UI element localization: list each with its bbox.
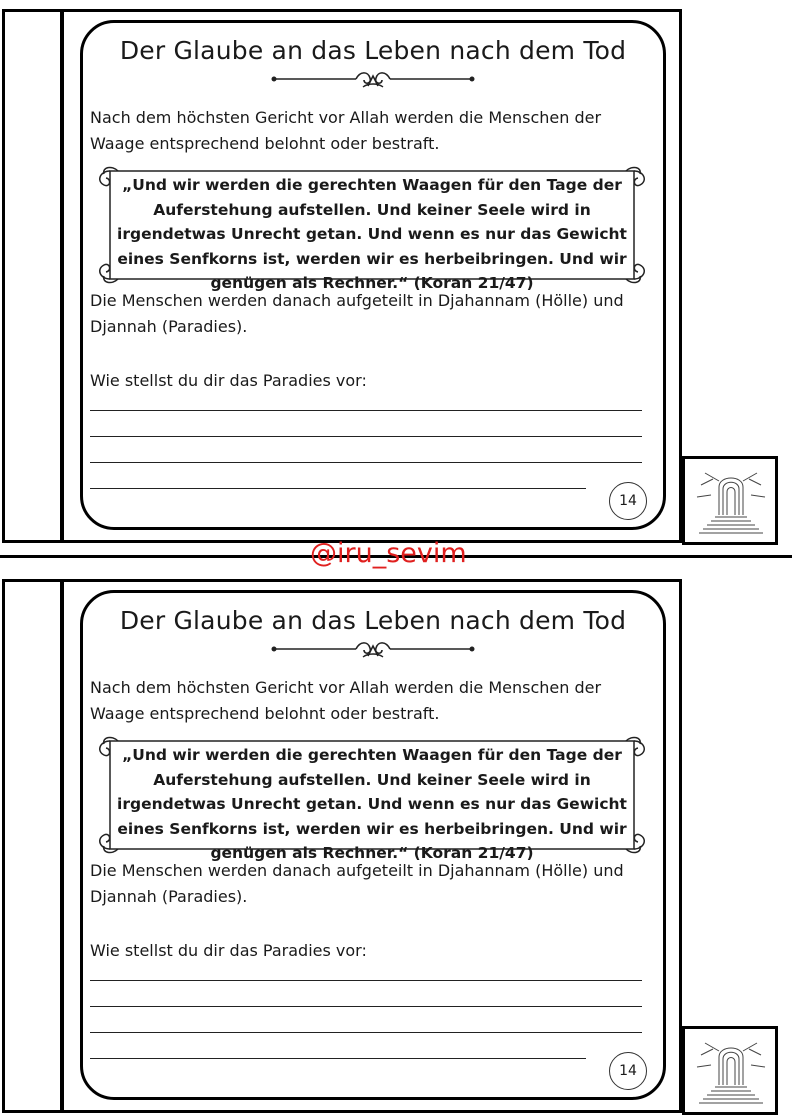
page-title: Der Glaube an das Leben nach dem Tod <box>119 36 627 65</box>
answer-line[interactable] <box>90 410 642 411</box>
gate-stairs-icon <box>691 1035 771 1107</box>
koran-quote: „Und wir werden die gerechten Waagen für den Tage der Auferstehung aufstellen. Und keiner Seele wird in irgendetwas Unrecht getan. Und wenn es nur das Gewicht eines Senfkorns ist, werden wir es herbeibringen. Und wir genügen als Rechner.“ (Koran 21/47) <box>117 746 627 862</box>
division-text: Die Menschen werden danach aufgeteilt in Djahannam (Hölle) und Djannah (Paradies). <box>90 291 624 336</box>
answer-line[interactable] <box>90 462 642 463</box>
answer-line[interactable] <box>90 980 642 981</box>
page-number: 14 <box>609 1052 647 1090</box>
question-text: Wie stellst du dir das Paradies vor: <box>90 371 367 390</box>
answer-line[interactable] <box>90 1058 586 1059</box>
page-title: Der Glaube an das Leben nach dem Tod <box>119 606 627 635</box>
ornament-divider-icon <box>268 68 478 90</box>
answer-line[interactable] <box>90 1006 642 1007</box>
question-text: Wie stellst du dir das Paradies vor: <box>90 941 367 960</box>
intro-text: Nach dem höchsten Gericht vor Allah werden die Menschen der Waage entsprechend belohnt oder bestraft. <box>90 678 602 723</box>
intro-text: Nach dem höchsten Gericht vor Allah werden die Menschen der Waage entsprechend belohnt oder bestraft. <box>90 108 602 153</box>
page-number: 14 <box>609 482 647 520</box>
answer-line[interactable] <box>90 1032 642 1033</box>
worksheet-card-top <box>0 0 792 545</box>
division-text: Die Menschen werden danach aufgeteilt in Djahannam (Hölle) und Djannah (Paradies). <box>90 861 624 906</box>
tab-image-box <box>682 1026 778 1115</box>
spine-line <box>60 9 64 543</box>
ornament-divider-icon <box>268 638 478 660</box>
answer-line[interactable] <box>90 436 642 437</box>
tab-image-box <box>682 456 778 545</box>
worksheet-card-bottom <box>0 570 792 1115</box>
spine-line <box>60 579 64 1113</box>
answer-line[interactable] <box>90 488 586 489</box>
watermark: @iru_sevim <box>310 538 467 569</box>
quote-box <box>98 165 646 292</box>
quote-box <box>98 735 646 862</box>
koran-quote: „Und wir werden die gerechten Waagen für den Tage der Auferstehung aufstellen. Und keiner Seele wird in irgendetwas Unrecht getan. Und wenn es nur das Gewicht eines Senfkorns ist, werden wir es herbeibringen. Und wir genügen als Rechner.“ (Koran 21/47) <box>117 176 627 292</box>
gate-stairs-icon <box>691 465 771 537</box>
